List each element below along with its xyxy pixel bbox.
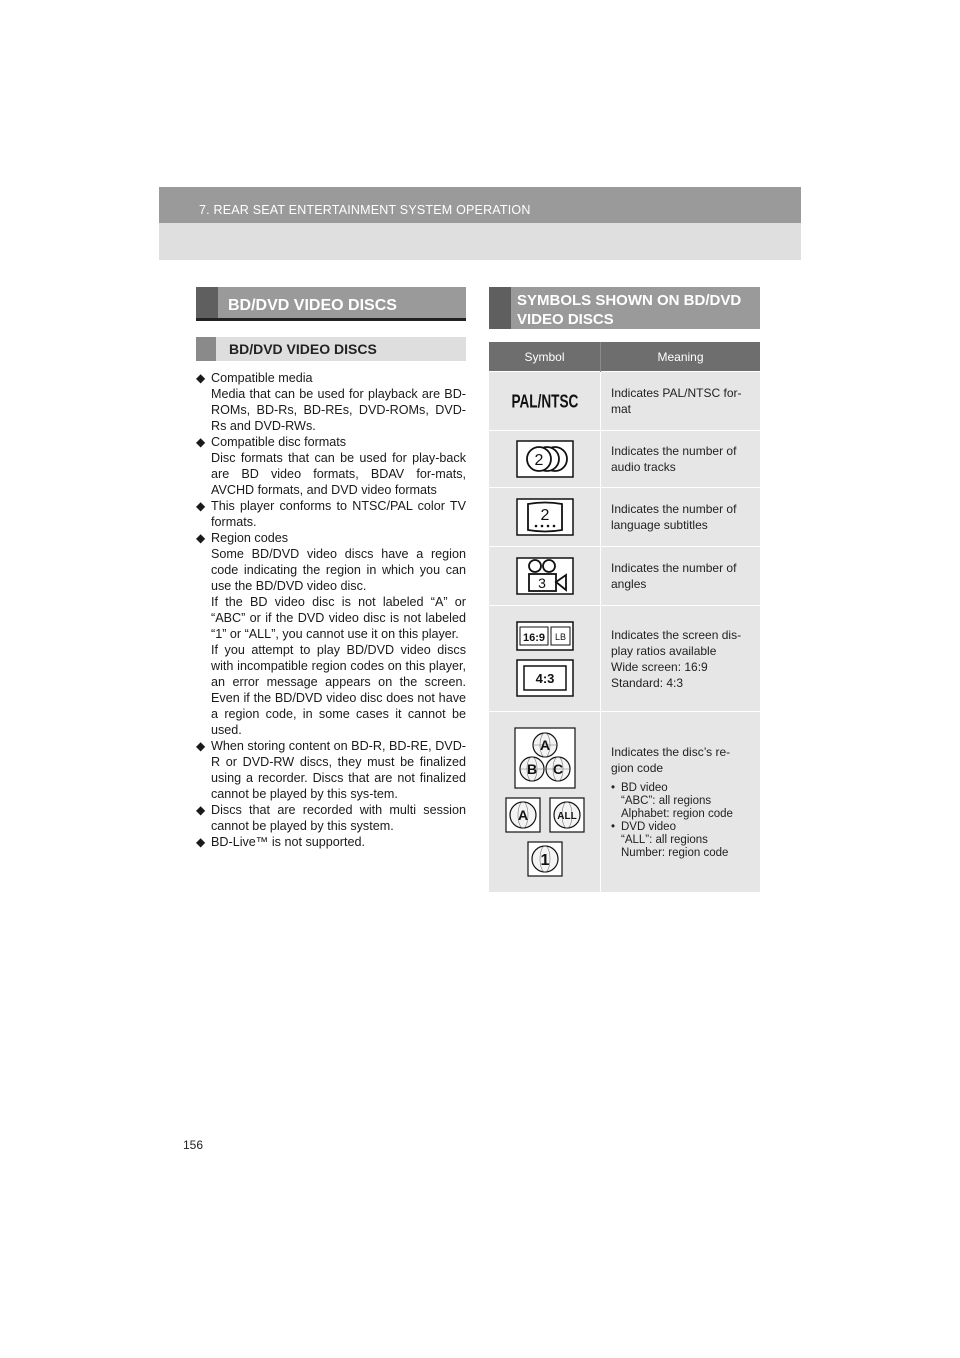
- svg-text:A: A: [517, 806, 528, 823]
- table-row: [489, 712, 760, 892]
- svg-text:16:9: 16:9: [522, 631, 545, 644]
- diamond-bullet-icon: ◆: [196, 803, 206, 817]
- diamond-bullet-icon: ◆: [196, 435, 206, 449]
- svg-text:1: 1: [540, 851, 549, 869]
- left-section-title-text: BD/DVD VIDEO DISCS: [228, 297, 397, 314]
- audio-tracks-icon: [516, 440, 574, 478]
- region-all-icon: [549, 797, 585, 833]
- diamond-bullet-icon: ◆: [196, 531, 206, 545]
- screen-ratio-4-3-icon: [516, 659, 574, 697]
- meaning-text: Indicates the screen dis-play ratios available Wide screen: 16:9 Standard: 4:3: [601, 606, 761, 712]
- left-subsection-title-text: BD/DVD VIDEO DISCS: [229, 341, 377, 357]
- list-item: ◆ Compatible media Media that can be used for playback are BD-ROMs, BD-Rs, BD-REs, DVD-ROMs, DVD-Rs and DVD-RWs.: [196, 371, 466, 433]
- diamond-bullet-icon: ◆: [196, 739, 206, 753]
- meaning-text: Indicates the disc’s re-gion code • BD video “ABC”: all regions Alphabet: region code • DVD video “ALL”: all regions Number: region code: [601, 712, 761, 892]
- header-section-title: 7. REAR SEAT ENTERTAINMENT SYSTEM OPERATION: [199, 203, 531, 217]
- svg-text:C: C: [552, 760, 563, 777]
- left-subsection-title: [196, 337, 466, 361]
- subtitles-icon: [516, 498, 574, 536]
- region-a-icon: [505, 797, 541, 833]
- bullet-list: [196, 370, 466, 850]
- table-row: [489, 606, 760, 712]
- page-header: [159, 187, 801, 260]
- list-item: ◆ This player conforms to NTSC/PAL color TV formats.: [196, 499, 466, 529]
- list-item: ◆ Discs that are recorded with multi session cannot be played by this system.: [196, 803, 466, 833]
- meaning-text: Indicates the number of audio tracks: [601, 431, 761, 488]
- list-item: ◆ Compatible disc formats Disc formats that can be used for play-back are BD video formats, BDAV for-mats, AVCHD formats, and DVD video formats: [196, 435, 466, 497]
- pal-ntsc-icon: [510, 387, 578, 415]
- meaning-text: Indicates the number of angles: [601, 547, 761, 606]
- svg-text:3: 3: [537, 575, 546, 591]
- svg-text:A: A: [539, 736, 550, 753]
- svg-text:2: 2: [540, 507, 549, 524]
- svg-text:2: 2: [534, 452, 543, 469]
- region-abc-icon: [514, 727, 576, 789]
- symbols-table: [489, 342, 760, 892]
- header-bar: [159, 187, 801, 223]
- svg-text:PAL/NTSC: PAL/NTSC: [510, 391, 578, 413]
- right-section-title: [489, 287, 760, 329]
- page-number: 156: [183, 1138, 204, 1152]
- table-row: [489, 547, 760, 606]
- diamond-bullet-icon: ◆: [196, 499, 206, 513]
- svg-text:B: B: [526, 760, 537, 777]
- diamond-bullet-icon: ◆: [196, 371, 206, 385]
- svg-text:ALL: ALL: [556, 810, 577, 822]
- meaning-text: Indicates the number of language subtitles: [601, 488, 761, 547]
- diamond-bullet-icon: ◆: [196, 835, 206, 849]
- right-section-title-text: SYMBOLS SHOWN ON BD/DVD VIDEO DISCS: [517, 292, 742, 328]
- angles-icon: [516, 557, 574, 595]
- table-row: [489, 372, 760, 431]
- list-item: ◆ When storing content on BD-R, BD-RE, DVD-R or DVD-RW discs, they must be finalized using a recorder. Discs that are not finalized cannot be played by this sys-tem.: [196, 739, 466, 801]
- table-row: [489, 431, 760, 488]
- list-item: • DVD video “ALL”: all regions Number: region code: [611, 820, 729, 859]
- list-item: • BD video “ABC”: all regions Alphabet: region code: [611, 781, 733, 820]
- table-row: [489, 488, 760, 547]
- list-item: ◆ BD-Live™ is not supported.: [196, 835, 365, 849]
- meaning-text: Indicates PAL/NTSC for-mat: [601, 372, 761, 431]
- meaning-column-header: Meaning: [601, 342, 761, 372]
- left-section-title: [196, 287, 466, 321]
- region-list: [611, 782, 750, 860]
- screen-ratio-16-9-lb-icon: [516, 621, 574, 651]
- symbol-column-header: Symbol: [489, 342, 601, 372]
- list-item: ◆ Region codes Some BD/DVD video discs have a region code indicating the region in which you can use the BD/DVD video disc. If the BD video disc is not labeled “A” or “ABC” or if the DVD video disc is not labeled “1” or “ALL”, you cannot use it on this player. If you attempt to play BD/DVD video discs with incompatible region codes on this player, an error message appears on the screen. Even if the BD/DVD video disc does not have a region code, in some cases it cannot be used.: [196, 531, 466, 737]
- region-1-icon: [527, 841, 563, 877]
- svg-text:4:3: 4:3: [535, 670, 554, 686]
- svg-text:LB: LB: [554, 631, 566, 642]
